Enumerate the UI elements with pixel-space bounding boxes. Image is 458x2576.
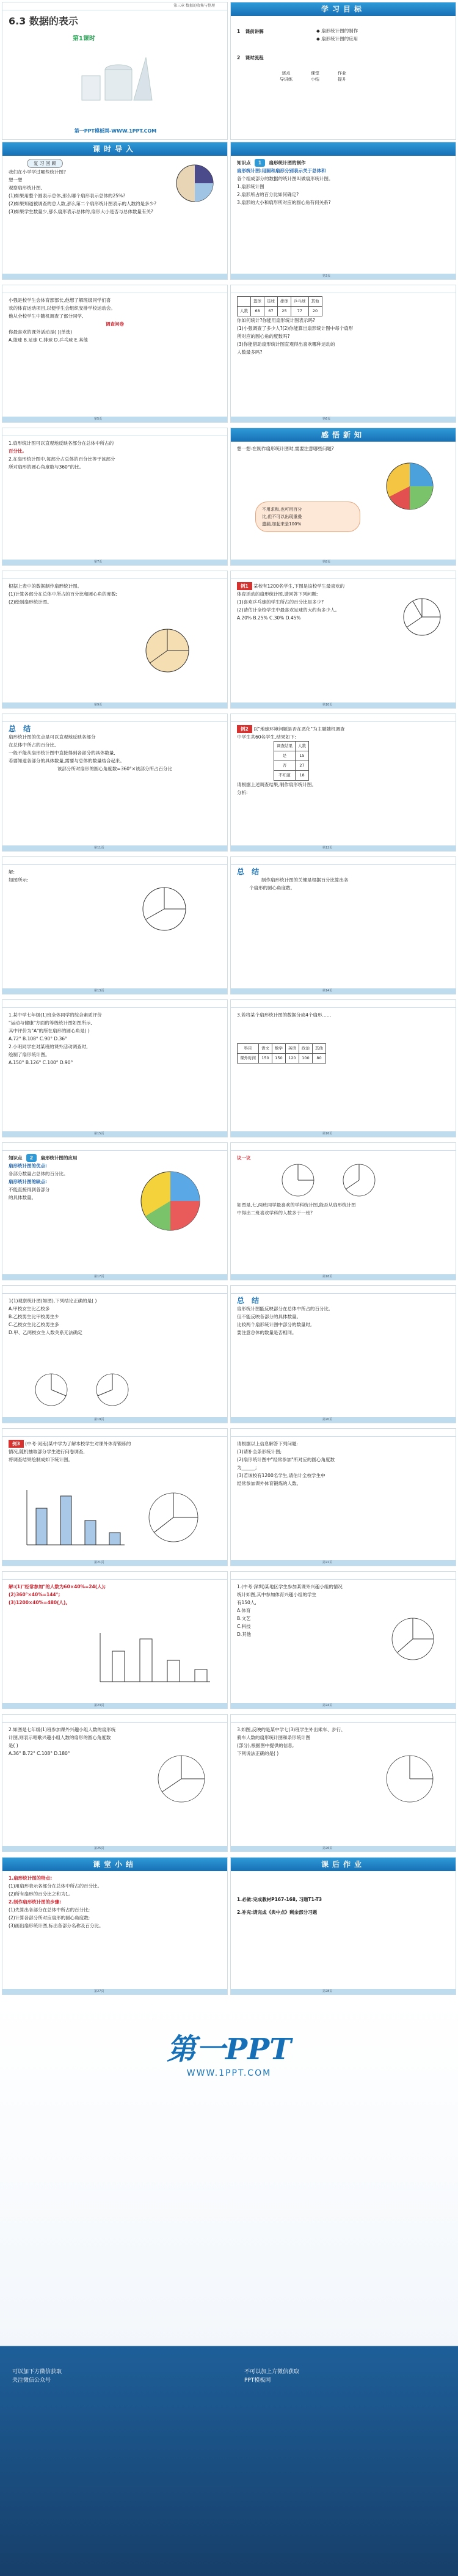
pie-chart — [154, 1751, 209, 1806]
text-line: 扇形统计图能反映部分在总体中所占的百分比, — [237, 1306, 330, 1312]
brand-right: 不可以加上方微信获取 PPT模板网 — [244, 2369, 300, 2384]
topbar — [2, 1572, 227, 1580]
text-line: 2.补充:请完成《典中点》剩余部分习题 — [237, 1910, 318, 1915]
survey-question: 你最喜欢的课外活动是( )(单选) — [9, 329, 73, 335]
text-line: (2)360°×40%=144°; — [9, 1592, 60, 1597]
topbar — [2, 285, 227, 293]
text-line: 如图是,七,两班同学最喜欢的学科统计图,能否从扇形统计图 — [237, 1202, 356, 1208]
slide-exercise-4 — [230, 1571, 456, 1709]
data-table: 篮球 足球 排球 乒乓球 其他 人数 68 67 25 77 20 — [237, 296, 322, 316]
slide-footer: 第21页 — [2, 1560, 227, 1566]
slide-exercise-3 — [2, 1285, 228, 1423]
slide-footer: 第10页 — [231, 702, 456, 708]
slide-footer: 第26页 — [231, 1846, 456, 1852]
pie-chart — [137, 1167, 204, 1235]
bar-and-pie-chart — [15, 1484, 216, 1551]
review-line: (3)如果学生数量少,那么扇形表示总体的,扇形大小是否与总体数量有关? — [9, 209, 153, 214]
goal-num-2: 2 — [237, 55, 241, 60]
text-line: 中学生共60名学生,结果如下: — [237, 734, 296, 740]
text-line: 在总体中所占的百分比, — [9, 742, 56, 748]
goal-num-1: 1 — [237, 29, 241, 34]
survey-options: A.篮球 B.足球 C.排球 D.乒乓球 E.其他 — [9, 337, 88, 343]
formula: 该部分所对扇形的圆心角度数=360°×该部分所占百分比 — [57, 766, 173, 772]
slide-intro — [2, 142, 228, 280]
text-line: 为______; — [237, 1465, 257, 1470]
answer-option: B.乙校男生比甲校男生少 — [9, 1314, 59, 1319]
topbar — [231, 571, 456, 579]
text-line: (1)喜欢乒乓球的学生所占的百分比是多少? — [237, 599, 324, 605]
topbar — [2, 428, 227, 436]
text-line: 解: — [9, 869, 15, 875]
text-line: 经常参加课外体育锻炼的人数。 — [237, 1481, 301, 1486]
text-line: 请根据以上信息解答下列问题: — [237, 1441, 299, 1447]
slide-example-1: 例1 某校有1200名学生,下图是该校学生最喜欢的 体育活动的扇形统计图,请回答下列问题: (1)喜欢乒乓球的学生所占的百分比是多少? (2)请估计全校学生中最喜欢足球的大约有多少人。 A.20% B.25% C.30% D.45% 第10页 — [230, 571, 456, 709]
text-line: 中得出二班喜欢学科的人数多于一班? — [237, 1210, 313, 1216]
summary-title: 总 结 — [9, 724, 34, 733]
brand-banner — [0, 2001, 458, 2576]
text-line: 扇形统计图的优点是可以直观地反映各部分 — [9, 734, 96, 740]
point-line: 1.扇形统计图 — [237, 184, 264, 189]
slide-exercise-5 — [2, 1714, 228, 1852]
slide-footer: 第19页 — [2, 1417, 227, 1423]
discuss-tag: 议一议 — [237, 1155, 251, 1161]
text-line: 个扇形的圆心角度数。 — [249, 885, 295, 891]
topbar — [2, 1715, 227, 1723]
text-line: 一般不能从扇形统计图中直接得到各部分的具体数量, — [9, 750, 115, 756]
answer-options: A.36° B.72° C.108° D.180° — [9, 1751, 70, 1756]
slide-footer: 第23页 — [2, 1703, 227, 1709]
topbar — [231, 1572, 456, 1580]
slide-footer: 第13页 — [2, 988, 227, 994]
text-line: 你如何统计?你能用扇形统计图表示吗? — [237, 318, 315, 323]
answer-option: A.甲校女生比乙校多 — [9, 1306, 50, 1312]
text-line: 请根据上述调查结果,制作扇形统计图。 — [237, 782, 316, 787]
text-line: 所对应的圆心角的度数吗? — [237, 334, 290, 339]
goal-heading-2: 课时流程 — [245, 55, 264, 60]
survey-heading: 调查问卷 — [106, 321, 124, 327]
slide-exercise-1 — [2, 999, 228, 1137]
answer-options: A.150° B.126° C.100° D.90° — [9, 1060, 73, 1065]
text-line: 扇形统计图的缺点: — [9, 1179, 47, 1184]
text-line: (1)用扇形表示各部分在总体中所占的百分比。 — [9, 1883, 103, 1889]
text-line: 情况,随机抽取部分学生进行问卷调查, — [9, 1449, 85, 1454]
text-line: 1(1)观察统计图(如图),下列结论正确的是( ) — [9, 1298, 97, 1304]
text-line: 3.若将某个扇形统计图的数据分成4个扇形…… — [237, 1012, 332, 1018]
brand-url: WWW.1PPT.COM — [186, 2068, 272, 2078]
slide-footer: 第7页 — [2, 560, 227, 565]
topbar — [2, 1000, 227, 1008]
pie-charts-pair — [274, 1162, 396, 1199]
text-line: (部分),根据图中提供的信息, — [237, 1743, 294, 1748]
3d-shapes-illustration — [76, 45, 155, 106]
pie-chart — [388, 1615, 437, 1663]
text-line: 2.在扇形统计图中,每部分占总体的百分比等于该部分 — [9, 456, 115, 462]
slide-footer: 第18页 — [231, 1274, 456, 1280]
slide-header: 课时导入 — [2, 142, 227, 156]
text-line: (3)若该校有1200名学生,请估计全校学生中 — [237, 1473, 325, 1478]
pie-chart — [382, 1751, 437, 1806]
text-line: 如图所示: — [9, 877, 29, 883]
definition-line: 扇形统计图:用圆和扇形分别表示关于总体和 — [237, 168, 326, 173]
topbar — [231, 1429, 456, 1437]
text-line: (3)1200×40%=480(人)。 — [9, 1600, 70, 1605]
slide-header: 学习目标 — [231, 2, 456, 16]
slide-header: 感悟新知 — [231, 428, 456, 442]
slide-goals — [230, 2, 456, 140]
text-line: 他从全校学生中随机调查了部分同学, — [9, 313, 84, 319]
slide-class-summary — [2, 1857, 228, 1995]
knowledge-point: 知识点 1 扇形统计图的制作 — [237, 160, 306, 166]
slide-solution-2 — [2, 856, 228, 994]
summary-title: 总 结 — [237, 867, 262, 876]
text-line: 计图,则表示唱歌兴趣小组人数的扇形的圆心角度数 — [9, 1735, 111, 1740]
text-line: 解:(1)"经常参加"的人数为60×40%=24(人); — [9, 1584, 106, 1589]
slide-exercise-6 — [230, 1714, 456, 1852]
goal-item: ◆ 扇形统计图的制作 — [316, 28, 358, 34]
text-line: 人数最多吗? — [237, 349, 263, 355]
slide-footer: 第9页 — [2, 702, 227, 708]
review-badge: 复 习 回 顾 — [27, 159, 63, 168]
example-tag: 例1 — [237, 582, 252, 590]
text-line: (2)扇形统计图中"经常参加"所对应的圆心角度数 — [237, 1457, 335, 1462]
slide-footer: 第16页 — [231, 1131, 456, 1137]
slide-exercise-2 — [230, 999, 456, 1137]
text-line: 绘制了扇形统计图。 — [9, 1052, 50, 1057]
slide-think — [230, 428, 456, 566]
text-line: 体育活动的扇形统计图,请回答下列问题: — [237, 591, 318, 597]
text-line: 所对扇形的圆心角度数与360°的比。 — [9, 464, 84, 470]
slide-title — [2, 2, 228, 140]
text-line: 的具体数量。 — [9, 1195, 36, 1200]
text-line: 1.某中学七年级(1)班全体同学的综合素质评价 — [9, 1012, 102, 1018]
slide-example-3: 例3 (中考·河南)某中学为了解本校学生对课外体育锻炼的 情况,随机抽取部分学生进行问卷调查, 将调查结果绘制成如下统计图。 第21页 — [2, 1428, 228, 1566]
slide-title-text: 6.3 数据的表示 — [9, 15, 78, 27]
text-line: 2.制作扇形统计图的步骤: — [9, 1899, 62, 1905]
sub-heading: 想一想 — [9, 177, 23, 183]
goal-item: ◆ 扇形统计图的应用 — [316, 36, 358, 42]
topbar — [231, 1000, 456, 1008]
pie-chart — [401, 596, 443, 638]
slide-example-2: 例2 以"地球环境问题是否在恶化"为主题随机调查 中学生共60名学生,结果如下: 调查结果 人数 是 15 否 27 不知道 18 请根据上述调查结果,制作扇形统计图。 分析: 第12页 — [230, 713, 456, 852]
text-line: 百分比, — [9, 448, 24, 454]
lesson-label: 第1课时 — [73, 35, 95, 42]
topbar — [2, 1143, 227, 1151]
slide-header: 课堂小结 — [2, 1858, 227, 1871]
question: 想一想:在制作扇形统计图时,需要注意哪些问题? — [237, 446, 334, 451]
slide-solution-3 — [2, 1571, 228, 1709]
knowledge-point: 知识点 2 扇形统计图的应用 — [9, 1155, 78, 1161]
pie-chart — [143, 626, 192, 675]
answer-options: A.20% B.25% C.30% D.45% — [237, 615, 301, 621]
slide-footer: 第6页 — [231, 417, 456, 422]
answer-option: C.乙校女生比乙校男生多 — [9, 1322, 59, 1327]
summary-title: 总 结 — [237, 1296, 262, 1305]
text-line: 比较两个扇形统计图中部分的数量时, — [237, 1322, 312, 1327]
slide-summary-1 — [2, 713, 228, 852]
topbar — [2, 1286, 227, 1294]
slide-footer: 第11页 — [2, 845, 227, 851]
text-line: 将调查结果绘制成如下统计图。 — [9, 1457, 73, 1462]
text-line: 扇形统计图的优点: — [9, 1163, 47, 1169]
brand-left: 可以加下方微信获取 关注微信公众号 — [12, 2369, 62, 2384]
text-line: (2)所有扇形的百分比之和为1。 — [9, 1891, 73, 1897]
legend-item: A.体育 — [237, 1608, 251, 1613]
text-line: (3)你能借助扇形统计图直观得出喜欢哪种运动的 — [237, 341, 335, 347]
slide-footer: 第3页 — [231, 274, 456, 279]
goal-section-1 — [237, 27, 449, 42]
text-line: 是( ) — [9, 1743, 18, 1748]
topbar — [231, 857, 456, 865]
text-line: 不能直接得到各部分 — [9, 1187, 50, 1192]
text-line: 1.扇形统计图的特点: — [9, 1875, 53, 1881]
slide-survey — [2, 285, 228, 423]
goal-section-2 — [237, 54, 449, 62]
pie-chart-icon — [173, 162, 216, 205]
example-tag: 例2 — [237, 725, 252, 733]
text-line: 1.必做:完成教材P167-168, 习题T1-T3 — [237, 1897, 322, 1902]
answer-option: D.甲、乙两校女生人数关系无法确定 — [9, 1330, 82, 1335]
text-line: 下列说法正确的是( ) — [237, 1751, 279, 1756]
text-line: 1.(中考·深圳)某地区学生参加某课外兴趣小组的情况 — [237, 1584, 343, 1589]
bar-chart — [94, 1627, 216, 1688]
text-line: 欢的体育运动项目,以便学生会组织安排学校运动会。 — [9, 305, 115, 311]
legend-item: C.科技 — [237, 1624, 251, 1629]
text-line: (2)计算各部分所对应扇形的圆心角度数; — [9, 1915, 90, 1921]
answer-options: A.72° B.108° C.90° D.36° — [9, 1036, 67, 1042]
goal-heading-1: 课前讲解 — [245, 29, 264, 34]
slide-footer: 第27页 — [2, 1989, 227, 1994]
text-line: 其中评价为"A"的所在扇形的圆心角是( ) — [9, 1028, 90, 1034]
point-line: 2.扇形所占的百分比如何确定? — [237, 192, 299, 197]
topbar — [2, 571, 227, 579]
review-line: 观察扇形统计图, — [9, 185, 42, 191]
slide-footer: 第20页 — [231, 1417, 456, 1423]
slide-knowledge-1 — [230, 142, 456, 280]
slide-footer: 第5页 — [2, 417, 227, 422]
text-line: 但不能反映各部分的具体数量。 — [237, 1314, 301, 1319]
slide-footer: 第24页 — [231, 1703, 456, 1709]
slide-footer: 第15页 — [2, 1131, 227, 1137]
text-line: 2.如图是七年级(1)班参加课外兴趣小组人数的扇形统 — [9, 1727, 116, 1732]
text-line: 1.扇形统计图可以直观地反映各部分在总体中所占的 — [9, 440, 114, 446]
text-line: 有150人, — [237, 1600, 256, 1605]
brand-logo: 第一PPT — [167, 2032, 291, 2067]
slide-summary-2 — [230, 856, 456, 994]
footer-url: 第一PPT模板网-WWW.1PPT.COM — [74, 128, 157, 134]
text-line: 各部分数量占总体的百分比。 — [9, 1171, 68, 1177]
question: 我们在小学学过哪些统计图? — [9, 169, 66, 175]
text-line: (1)先算出各部分在总体中所占的百分比; — [9, 1907, 90, 1913]
topbar — [231, 1286, 456, 1294]
text-line: (2)绘制扇形统计图。 — [9, 599, 52, 605]
review-line: (2)如果知道被调查的总人数,那么第二个扇形统计图表示的人数约是多少? — [9, 201, 156, 206]
example-tag: 例3 — [9, 1440, 24, 1448]
text-line: 要注意总体的数量是否相同。 — [237, 1330, 297, 1335]
slide-header — [231, 142, 456, 156]
flow-row: 逐点 导讲练 课堂 小结 作业 提升 — [280, 71, 346, 82]
slide-discuss — [230, 1142, 456, 1280]
text-line: 统计如图,其中参加体育兴趣小组的学生 — [237, 1592, 316, 1597]
text-line: 2.小明同学在对某班的课外活动调查时, — [9, 1044, 88, 1049]
speech-bubble: 不用求和,也可用百分 比,但不可以出现重叠 遗漏,加起来是100% — [255, 502, 360, 532]
slide-summary-3 — [230, 1285, 456, 1423]
slide-knowledge-2 — [2, 1142, 228, 1280]
pie-charts-pair — [27, 1371, 149, 1408]
slide-footer: 第28页 — [231, 1989, 456, 1994]
text-line: (3)画出扇形统计图,标出各部分名称及百分比。 — [9, 1923, 104, 1928]
slide-homework — [230, 1857, 456, 1995]
topbar — [231, 1143, 456, 1151]
review-line: (1)如果用整个圆表示总体,那么哪个扇形表示总体的25%? — [9, 193, 126, 199]
text-line: (2)请估计全校学生中最喜欢足球的大约有多少人。 — [237, 607, 340, 613]
topbar — [231, 714, 456, 722]
topbar — [231, 1715, 456, 1723]
text-line: "运动与健康"方面的等级统计图如图所示, — [9, 1020, 92, 1026]
slide-table — [230, 285, 456, 423]
page-label: 第三章 数据的收集与整理 — [2, 2, 227, 10]
legend-item: B.文艺 — [237, 1616, 251, 1621]
slide-footer: 第8页 — [231, 560, 456, 565]
topbar — [2, 714, 227, 722]
slide-footer: 第22页 — [231, 1560, 456, 1566]
result-table: 调查结果 人数 是 15 否 27 不知道 18 — [274, 741, 309, 781]
legend-item: D.其他 — [237, 1632, 252, 1637]
slide-footer: 第12页 — [231, 845, 456, 851]
pie-chart — [137, 881, 192, 936]
point-line: 3.扇形的大小和扇形所对应的圆心角有何关系? — [237, 200, 331, 205]
slide-footer: 第17页 — [2, 1274, 227, 1280]
pie-chart — [382, 459, 437, 514]
slide-header: 课后作业 — [231, 1858, 456, 1871]
text-line: 若要知道各部分的具体数量,需要与总体的数量结合起来。 — [9, 758, 125, 764]
text-line: (1)计算各部分在总体中所占的百分比和圆心角的度数; — [9, 591, 118, 597]
data-table: 科目 语文 数学 英语 政治 其他 课外时间 150 150 120 100 80 — [237, 1043, 326, 1064]
definition-line: 各个组成部分的数据的统计图叫做扇形统计图。 — [237, 176, 333, 181]
text-line: (1)小强调查了多少人?(2)你能算出扇形统计图中每个扇形 — [237, 326, 354, 331]
slide-make-chart — [2, 571, 228, 709]
slide-questions-3 — [230, 1428, 456, 1566]
topbar — [2, 857, 227, 865]
slide-summary-a — [2, 428, 228, 566]
text-line: 3.如图,反映的是某中学七(3)班学生外出乘车、步行、 — [237, 1727, 346, 1732]
text-line: 小强是校学生会体育部部长,他想了解班级同学们喜 — [9, 297, 111, 303]
text-line: (1)请补全条形统计图; — [237, 1449, 282, 1454]
text-line: 根据上表中的数据制作扇形统计图。 — [9, 583, 82, 589]
topbar — [2, 1429, 227, 1437]
text-line: 分析: — [237, 790, 248, 795]
slide-footer: 第25页 — [2, 1846, 227, 1852]
text-line: 制作扇形统计图的关键是根据百分比算出各 — [261, 877, 349, 883]
slide-footer: 第14页 — [231, 988, 456, 994]
slide-footer — [2, 274, 227, 279]
text-line: 骑车人数的扇形统计图和条形统计图 — [237, 1735, 310, 1740]
topbar — [231, 285, 456, 293]
